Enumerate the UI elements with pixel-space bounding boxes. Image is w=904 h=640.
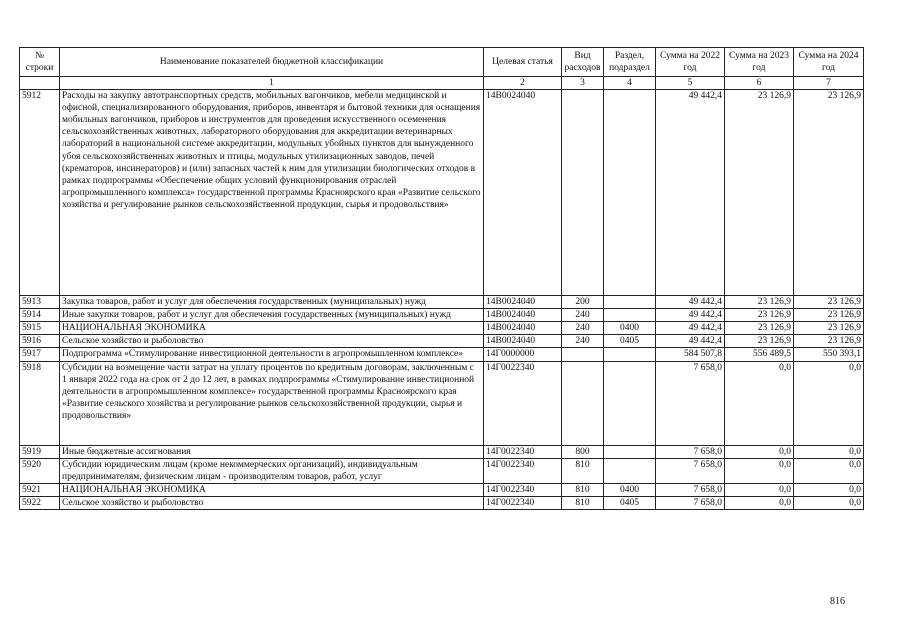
- row-target-article: 14Г0022340: [484, 458, 562, 483]
- row-number: 5919: [20, 445, 60, 458]
- row-section: [604, 296, 656, 309]
- row-section: [604, 361, 656, 445]
- row-sum-2022: 49 442,4: [656, 335, 725, 348]
- header-vid: Вид расходов: [562, 48, 604, 77]
- row-sum-2022: 49 442,4: [656, 90, 725, 296]
- row-sum-2024: 0,0: [794, 361, 864, 445]
- row-target-article: 14Г0022340: [484, 483, 562, 496]
- row-sum-2024: 0,0: [794, 445, 864, 458]
- row-sum-2024: 23 126,9: [794, 335, 864, 348]
- row-number: 5922: [20, 496, 60, 509]
- row-name: НАЦИОНАЛЬНАЯ ЭКОНОМИКА: [60, 322, 484, 335]
- table-row: [20, 348, 864, 361]
- row-number: 5913: [20, 296, 60, 309]
- column-number: 1: [60, 77, 484, 90]
- row-sum-2024: 0,0: [794, 458, 864, 483]
- row-target-article: 14В0024040: [484, 335, 562, 348]
- row-target-article: 14Г0022340: [484, 361, 562, 445]
- row-sum-2023: 0,0: [725, 361, 794, 445]
- row-expense-type: 800: [562, 445, 604, 458]
- row-sum-2024: 0,0: [794, 483, 864, 496]
- row-sum-2022: 7 658,0: [656, 361, 725, 445]
- row-section: [604, 348, 656, 361]
- column-number: 5: [656, 77, 725, 90]
- row-sum-2022: 7 658,0: [656, 483, 725, 496]
- row-name: Сельское хозяйство и рыболовство: [60, 496, 484, 509]
- row-sum-2022: 49 442,4: [656, 309, 725, 322]
- row-number: 5918: [20, 361, 60, 445]
- row-sum-2023: 556 489,5: [725, 348, 794, 361]
- row-target-article: 14Г0022340: [484, 445, 562, 458]
- row-name: Сельское хозяйство и рыболовство: [60, 335, 484, 348]
- row-name: Иные закупки товаров, работ и услуг для обеспечения государственных (муниципальных) нужд: [60, 309, 484, 322]
- row-number: 5915: [20, 322, 60, 335]
- table-row: [20, 445, 864, 458]
- table-row: [20, 296, 864, 309]
- row-section: [604, 309, 656, 322]
- table-row: [20, 309, 864, 322]
- row-expense-type: [562, 348, 604, 361]
- row-name: Иные бюджетные ассигнования: [60, 445, 484, 458]
- column-number-empty: [20, 77, 60, 90]
- row-expense-type: 240: [562, 309, 604, 322]
- table-body: [20, 90, 864, 510]
- header-name: Наименование показателей бюджетной классификации: [60, 48, 484, 77]
- row-name: Субсидии на возмещение части затрат на уплату процентов по кредитным договорам, заключенным с 1 января 2022 года на срок от 2 до 12 лет, в рамках подпрограммы «Стимулирование инвестиционной деятельности в агропромышленном комплексе» государственной программы Красноярского края «Развитие сельского хозяйства и регулирование рынков сельскохозяйственной продукции, сырья и продовольствия»: [60, 361, 484, 445]
- row-target-article: 14В0024040: [484, 322, 562, 335]
- budget-table: [19, 47, 864, 510]
- row-expense-type: 810: [562, 496, 604, 509]
- header-num: № строки: [20, 48, 60, 77]
- row-sum-2022: 7 658,0: [656, 445, 725, 458]
- row-expense-type: 200: [562, 296, 604, 309]
- row-number: 5912: [20, 90, 60, 296]
- row-sum-2024: 23 126,9: [794, 90, 864, 296]
- row-name: НАЦИОНАЛЬНАЯ ЭКОНОМИКА: [60, 483, 484, 496]
- row-section: 0405: [604, 335, 656, 348]
- table-row: [20, 458, 864, 483]
- row-expense-type: 810: [562, 483, 604, 496]
- table-row: [20, 90, 864, 296]
- header-sum-2023: Сумма на 2023 год: [725, 48, 794, 77]
- row-name: Расходы на закупку автотранспортных средств, мобильных вагончиков, мебели медицинской и офисной, специализированного оборудования, приборов, инвентаря и бытовой техники для оснащения мобильных вагончиков, приборов и инструментов для проведения искусственного осеменения сельскохозяйственных животных, лабораторного оборудования для аккредитации ветеринарных лабораторий в национальной системе аккредитации, модульных убойных пунктов для вынужденного убоя сельскохозяйственных животных и птицы, модульных утилизационных заводов, печей (крематоров, инсинераторов) и (или) запасных частей к ним для утилизации биологических отходов в рамках подпрограммы «Обеспечение общих условий функционирования отраслей агропромышленного комплекса» государственной программы Красноярского края «Развитие сельского хозяйства и регулирование рынков сельскохозяйственной продукции, сырья и продовольствия»: [60, 90, 484, 296]
- row-name: Субсидии юридическим лицам (кроме некоммерческих организаций), индивидуальным предпринимателям, физическим лицам - производителям товаров, работ, услуг: [60, 458, 484, 483]
- row-sum-2022: 584 507,8: [656, 348, 725, 361]
- row-sum-2023: 0,0: [725, 496, 794, 509]
- table-row: [20, 322, 864, 335]
- row-sum-2023: 23 126,9: [725, 322, 794, 335]
- header-row: [20, 48, 864, 77]
- column-number: 6: [725, 77, 794, 90]
- row-number: 5921: [20, 483, 60, 496]
- table-row: [20, 483, 864, 496]
- row-expense-type: [562, 90, 604, 296]
- column-number: 7: [794, 77, 864, 90]
- row-sum-2022: 7 658,0: [656, 458, 725, 483]
- row-sum-2022: 49 442,4: [656, 296, 725, 309]
- row-number: 5916: [20, 335, 60, 348]
- row-name: Закупка товаров, работ и услуг для обеспечения государственных (муниципальных) нужд: [60, 296, 484, 309]
- row-sum-2024: 0,0: [794, 496, 864, 509]
- column-number: 4: [604, 77, 656, 90]
- row-sum-2023: 23 126,9: [725, 335, 794, 348]
- column-number: 3: [562, 77, 604, 90]
- row-target-article: 14Г0022340: [484, 496, 562, 509]
- table-row: [20, 335, 864, 348]
- row-section: [604, 445, 656, 458]
- row-sum-2022: 7 658,0: [656, 496, 725, 509]
- row-sum-2023: 0,0: [725, 483, 794, 496]
- row-sum-2023: 23 126,9: [725, 90, 794, 296]
- row-sum-2024: 23 126,9: [794, 322, 864, 335]
- row-section: 0400: [604, 322, 656, 335]
- row-sum-2023: 0,0: [725, 445, 794, 458]
- table-row: [20, 361, 864, 445]
- row-name: Подпрограмма «Стимулирование инвестиционной деятельности в агропромышленном комплексе»: [60, 348, 484, 361]
- header-code: Целевая статья: [484, 48, 562, 77]
- header-sum-2022: Сумма на 2022 год: [656, 48, 725, 77]
- row-section: [604, 458, 656, 483]
- row-number: 5917: [20, 348, 60, 361]
- row-sum-2023: 0,0: [725, 458, 794, 483]
- header-sum-2024: Сумма на 2024 год: [794, 48, 864, 77]
- row-target-article: 14В0024040: [484, 90, 562, 296]
- row-expense-type: 240: [562, 335, 604, 348]
- row-target-article: 14Г0000000: [484, 348, 562, 361]
- row-sum-2022: 49 442,4: [656, 322, 725, 335]
- row-section: 0400: [604, 483, 656, 496]
- row-sum-2024: 550 393,1: [794, 348, 864, 361]
- page-number: 816: [830, 596, 845, 607]
- row-section: 0405: [604, 496, 656, 509]
- row-section: [604, 90, 656, 296]
- row-expense-type: 240: [562, 322, 604, 335]
- row-expense-type: 810: [562, 458, 604, 483]
- row-expense-type: [562, 361, 604, 445]
- row-sum-2024: 23 126,9: [794, 296, 864, 309]
- row-number: 5920: [20, 458, 60, 483]
- row-target-article: 14В0024040: [484, 296, 562, 309]
- header-razdel: Раздел, подраздел: [604, 48, 656, 77]
- column-number: 2: [484, 77, 562, 90]
- row-sum-2023: 23 126,9: [725, 309, 794, 322]
- row-sum-2024: 23 126,9: [794, 309, 864, 322]
- row-sum-2023: 23 126,9: [725, 296, 794, 309]
- row-number: 5914: [20, 309, 60, 322]
- table-row: [20, 496, 864, 509]
- column-number-row: [20, 77, 864, 90]
- row-target-article: 14В0024040: [484, 309, 562, 322]
